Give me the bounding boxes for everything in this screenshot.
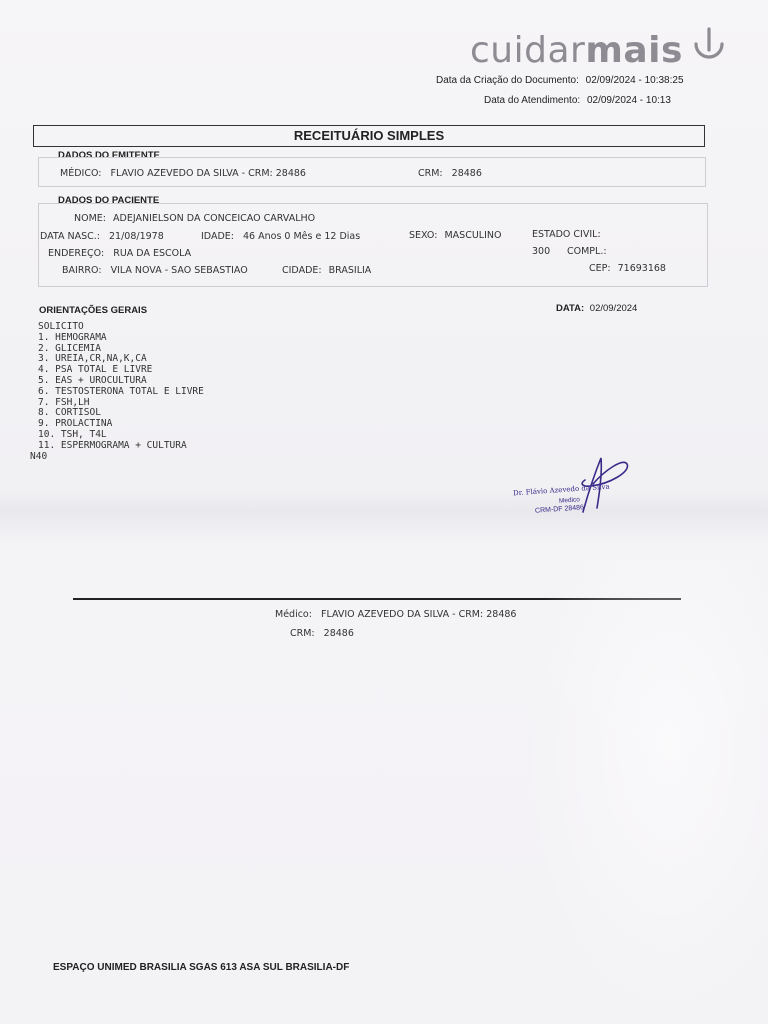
paciente-section-title: DADOS DO PACIENTE (58, 195, 160, 206)
assinatura-medico-label: Médico: (275, 609, 312, 620)
nasc-value: 21/08/1978 (109, 231, 164, 242)
doctor-stamp (505, 450, 635, 520)
prescription-line: 10. TSH, T4L (38, 428, 107, 440)
data-criacao-label: Data da Criação do Documento: (436, 75, 579, 86)
cidade-label: CIDADE: (282, 265, 322, 276)
orientacoes-data-value: 02/09/2024 (589, 303, 638, 314)
document-title: RECEITUÁRIO SIMPLES (33, 125, 705, 147)
nasc-label: DATA NASC.: (40, 231, 100, 242)
prescription-line: 1. HEMOGRAMA (38, 331, 107, 343)
paciente-cep (589, 263, 666, 274)
compl-label: COMPL.: (567, 246, 607, 257)
assinatura-medico (275, 609, 516, 620)
paciente-bairro (62, 265, 248, 276)
emitente-medico (60, 168, 306, 179)
prescription-line: 7. FSH,LH (38, 396, 90, 408)
paciente-idade (201, 231, 360, 242)
emitente-crm (418, 168, 482, 179)
assinatura-crm (290, 628, 354, 639)
paciente-cidade (282, 265, 371, 276)
cuidarmais-logo (470, 30, 683, 71)
medico-label: MÉDICO: (60, 168, 102, 179)
endereco-label: ENDEREÇO: (48, 248, 105, 259)
prescription-line: 3. UREIA,CR,NA,K,CA (38, 353, 147, 365)
orientacoes-title: ORIENTAÇÕES GERAIS (39, 305, 148, 316)
data-criacao-row (436, 75, 684, 86)
stamp-line-3: CRM-DF 28486 (534, 504, 585, 515)
sexo-value: MASCULINO (444, 230, 502, 241)
footer-address: ESPAÇO UNIMED BRASILIA SGAS 613 ASA SUL BRASILIA-DF (53, 962, 350, 973)
logo-text-light: cuidar (470, 30, 586, 71)
prescription-line: 4. PSA TOTAL E LIVRE (38, 364, 153, 376)
cep-value: 71693168 (617, 263, 666, 274)
nome-label: NOME: (74, 213, 106, 224)
prescription-line: SOLICITO (38, 321, 84, 332)
prescription-lines (30, 321, 204, 462)
signature-line (73, 598, 681, 600)
crm-label: CRM: (418, 168, 443, 179)
prescription-line: 6. TESTOSTERONA TOTAL E LIVRE (38, 385, 204, 397)
stamp-line-2: Medico (558, 496, 581, 505)
logo-text-bold: mais (585, 30, 683, 71)
paciente-numero: 300 (532, 246, 551, 257)
data-atendimento-label: Data do Atendimento: (484, 95, 581, 106)
sexo-label: SEXO: (409, 230, 438, 241)
prescription-line: 9. PROLACTINA (38, 418, 113, 430)
orientacoes-data-label: DATA: (556, 303, 585, 314)
endereco-value: RUA DA ESCOLA (113, 248, 192, 259)
bairro-label: BAIRRO: (62, 265, 102, 276)
medico-value: FLAVIO AZEVEDO DA SILVA - CRM: 28486 (110, 168, 306, 179)
nome-value: ADEJANIELSON DA CONCEICAO CARVALHO (113, 213, 316, 224)
prescription-line: 11. ESPERMOGRAMA + CULTURA (38, 439, 187, 451)
assinatura-medico-value: FLAVIO AZEVEDO DA SILVA - CRM: 28486 (320, 609, 517, 620)
prescription-line: 2. GLICEMIA (38, 342, 101, 354)
idade-label: IDADE: (201, 231, 234, 242)
emitente-section-title: DADOS DO EMITENTE (58, 150, 160, 161)
logo-plus-icon (686, 26, 732, 66)
data-atendimento-row (484, 95, 671, 106)
paciente-complemento (567, 246, 607, 257)
bairro-value: VILA NOVA - SAO SEBASTIAO (110, 265, 248, 276)
cep-label: CEP: (589, 263, 611, 274)
crm-value: 28486 (451, 168, 482, 179)
assinatura-crm-value: 28486 (323, 628, 354, 639)
cidade-value: BRASILIA (328, 265, 372, 276)
data-atendimento-value: 02/09/2024 - 10:13 (586, 95, 671, 106)
assinatura-crm-label: CRM: (290, 628, 315, 639)
orientacoes-data (556, 303, 637, 314)
paciente-estado-civil (532, 229, 601, 240)
stamp-line-1: Dr. Flávio Azevedo da Silva (512, 482, 610, 498)
paciente-nome (74, 213, 315, 224)
paciente-endereco (48, 248, 191, 259)
data-criacao-value: 02/09/2024 - 10:38:25 (585, 75, 684, 86)
prescription-line: 5. EAS + UROCULTURA (38, 374, 147, 386)
prescription-line: 8. CORTISOL (38, 407, 101, 419)
paciente-sexo (409, 230, 501, 241)
estado-civil-label: ESTADO CIVIL: (532, 229, 601, 240)
prescription-line: N40 (30, 450, 48, 462)
idade-value: 46 Anos 0 Mês e 12 Dias (243, 231, 361, 242)
paciente-nascimento (40, 231, 164, 242)
